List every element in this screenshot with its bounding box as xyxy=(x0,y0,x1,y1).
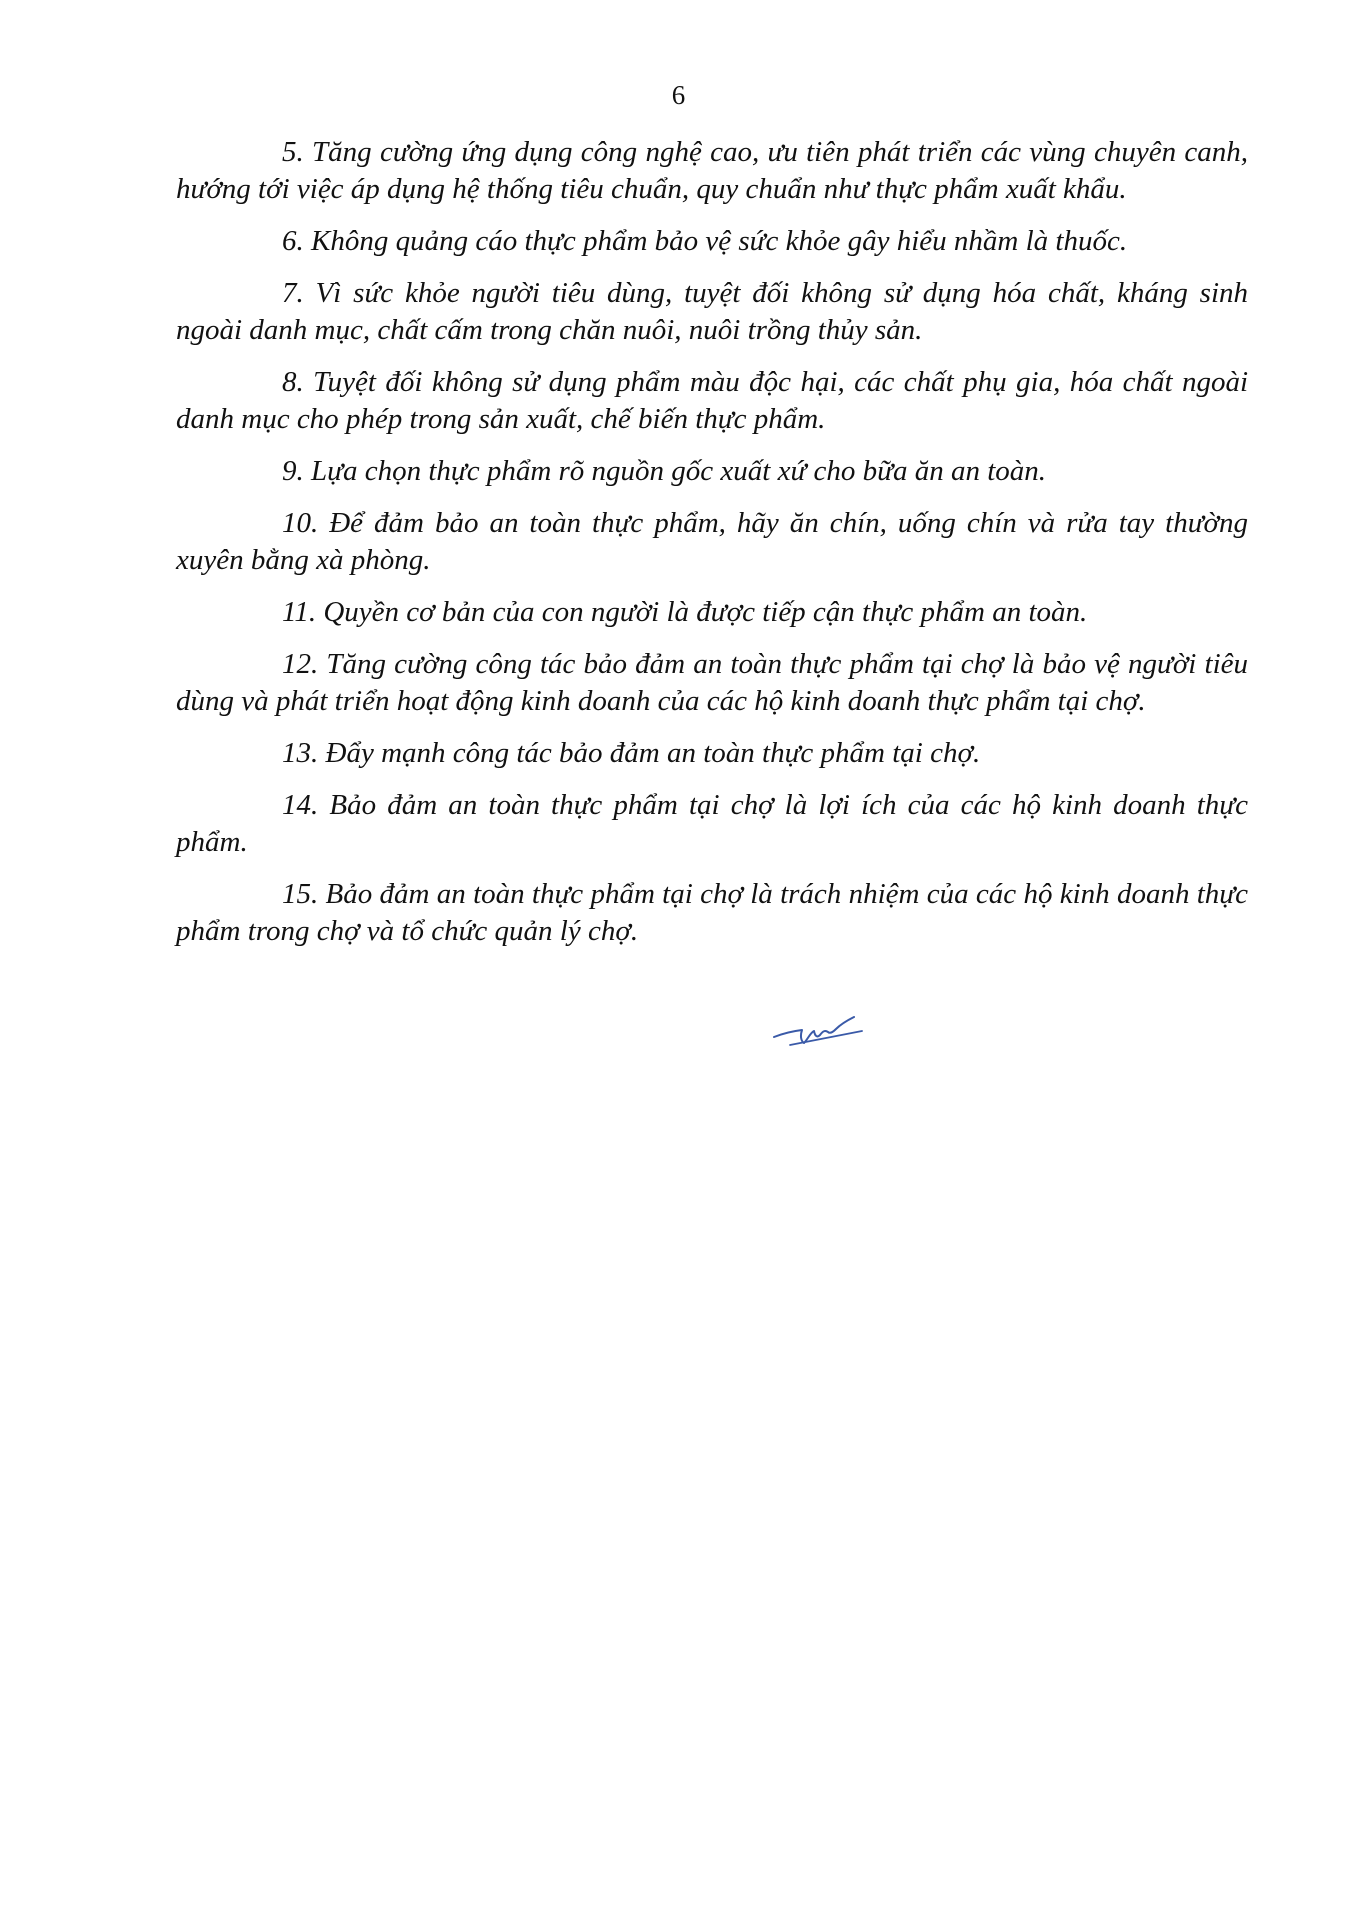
list-item: 6. Không quảng cáo thực phẩm bảo vệ sức khỏe gây hiểu nhầm là thuốc. xyxy=(282,225,1128,257)
list-item: 12. Tăng cường công tác bảo đảm an toàn thực phẩm tại chợ là bảo vệ người tiêu dùng và phát triển hoạt động kinh doanh của các hộ kinh doanh thực phẩm tại chợ. xyxy=(176,648,1248,717)
list-item: 14. Bảo đảm an toàn thực phẩm tại chợ là lợi ích của các hộ kinh doanh thực phẩm. xyxy=(176,789,1248,858)
list-item: 10. Để đảm bảo an toàn thực phẩm, hãy ăn chín, uống chín và rửa tay thường xuyên bằng xà phòng. xyxy=(176,507,1248,576)
list-item: 15. Bảo đảm an toàn thực phẩm tại chợ là trách nhiệm của các hộ kinh doanh thực phẩm trong chợ và tổ chức quản lý chợ. xyxy=(176,878,1248,947)
list-item: 13. Đẩy mạnh công tác bảo đảm an toàn thực phẩm tại chợ. xyxy=(282,737,981,769)
handwritten-initials-icon xyxy=(770,1003,880,1053)
page-number: 6 xyxy=(671,80,686,110)
list-item: 11. Quyền cơ bản của con người là được tiếp cận thực phẩm an toàn. xyxy=(282,596,1088,628)
list-item: 9. Lựa chọn thực phẩm rõ nguồn gốc xuất xứ cho bữa ăn an toàn. xyxy=(282,455,1047,487)
document-body xyxy=(176,134,1248,965)
list-item: 7. Vì sức khỏe người tiêu dùng, tuyệt đối không sử dụng hóa chất, kháng sinh ngoài danh mục, chất cấm trong chăn nuôi, nuôi trồng thủy sản. xyxy=(176,277,1248,346)
list-item: 5. Tăng cường ứng dụng công nghệ cao, ưu tiên phát triển các vùng chuyên canh, hướng tới việc áp dụng hệ thống tiêu chuẩn, quy chuẩn như thực phẩm xuất khẩu. xyxy=(176,136,1248,205)
list-item: 8. Tuyệt đối không sử dụng phẩm màu độc hại, các chất phụ gia, hóa chất ngoài danh mục cho phép trong sản xuất, chế biến thực phẩm. xyxy=(176,366,1248,435)
